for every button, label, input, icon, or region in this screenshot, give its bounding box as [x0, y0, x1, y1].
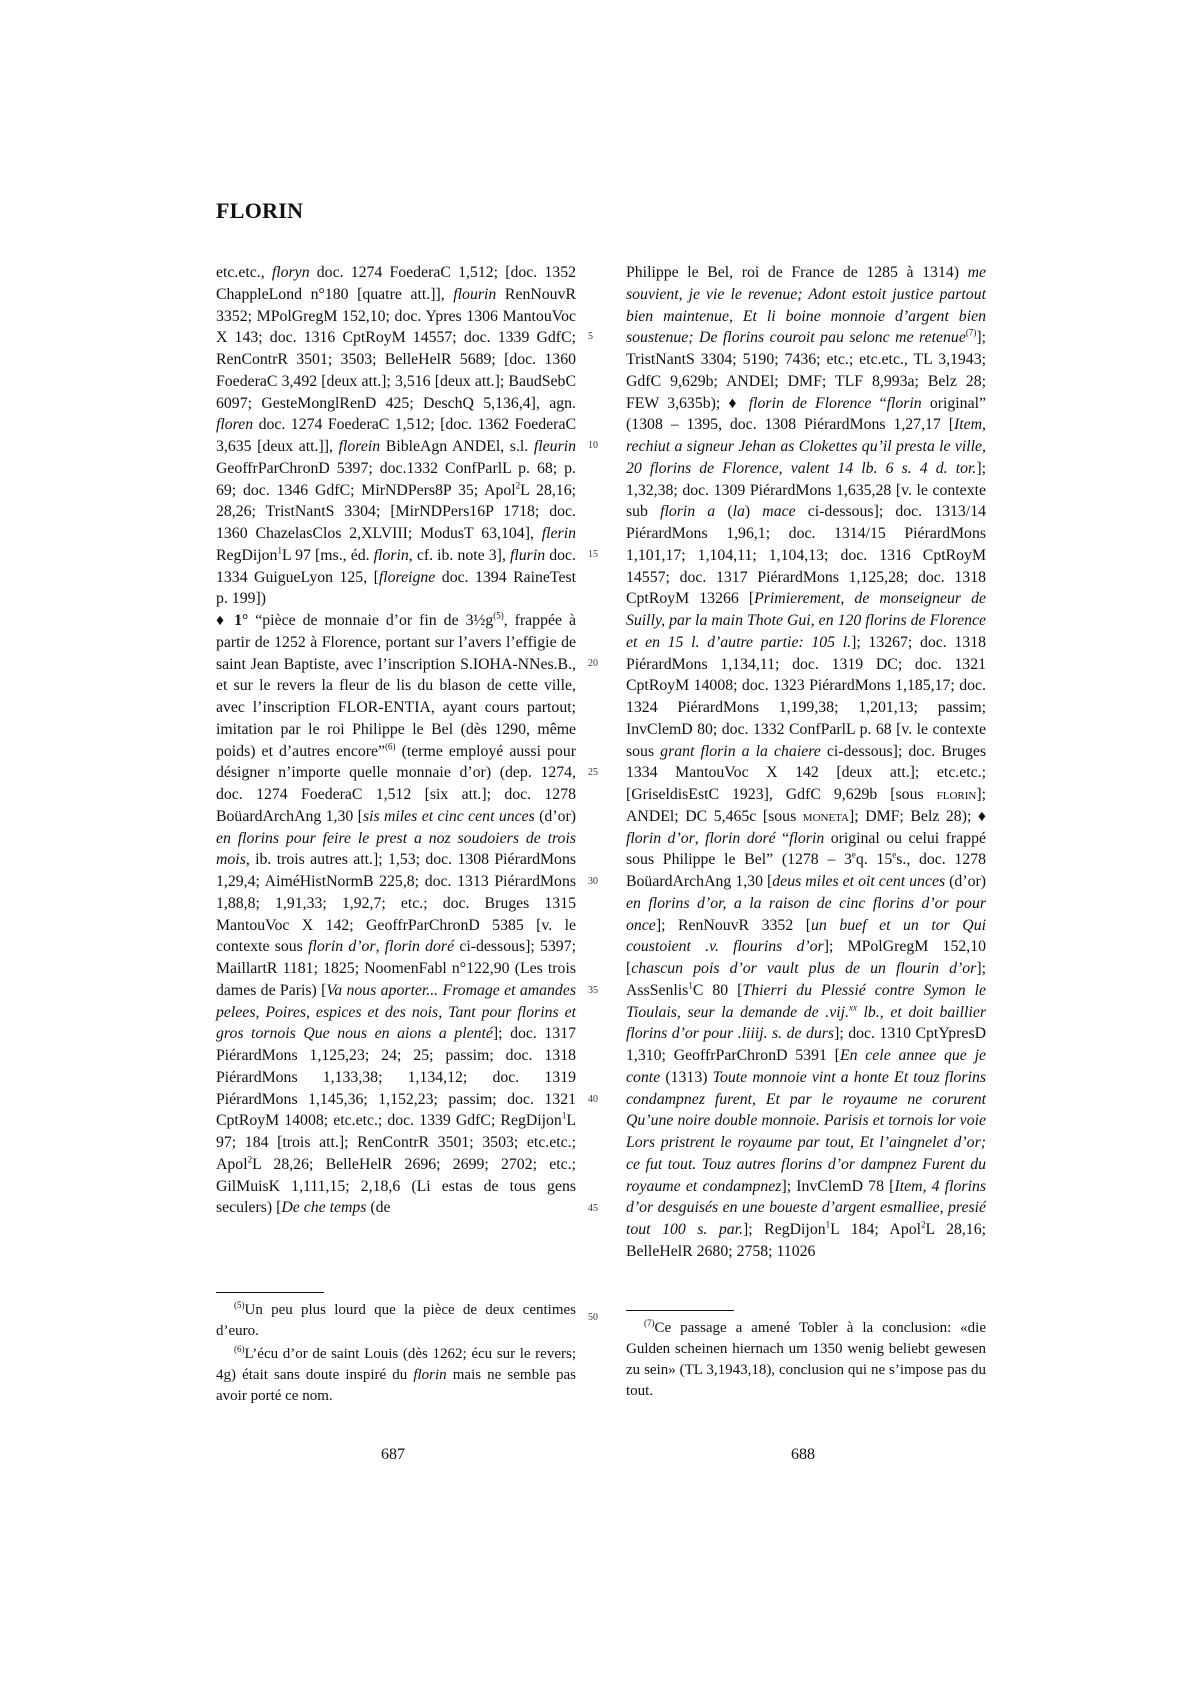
line-number: 10 — [588, 440, 598, 451]
right-column-text — [626, 262, 986, 1263]
footnote-text: L’écu d’or de saint Louis (dès 1262; écu sur le revers; 4g) était sans doute inspiré du — [216, 1346, 576, 1383]
line-number: 5 — [588, 331, 593, 342]
entry-header: FLORIN — [216, 198, 304, 223]
line-number: 35 — [588, 985, 598, 996]
line-number: 15 — [588, 549, 598, 560]
right-footnotes — [626, 1318, 986, 1404]
line-number: 25 — [588, 767, 598, 778]
footnote-separator — [626, 1310, 734, 1311]
footnote-6 — [216, 1344, 576, 1407]
line-number: 20 — [588, 658, 598, 669]
line-number: 40 — [588, 1094, 598, 1105]
sense-1-definition: ♦ 1° “pièce de monnaie d’or fin de $3\frac{1}{2}g^{(5)}$, frappée à partir de 1252 à Florence, portant sur l’avers l’effigie de saint Jean Baptiste, avec l’inscription S.IOHA-NNes.B., et sur le revers la fleur de lis du blason de cette ville, avec l’inscription FLOR-ENTIA, ayant cours partout; imitation par le roi Philippe le Bel (dès 1290, même poids) et d’autres encore”$^{(6)}$ (terme employé aussi pour désigner n’importe quelle monnaie d’or) (dep. 1274, doc. 1274 FoederaC 1,512 [six att.]; doc. 1278 BoüardArchAng 1,30 [sis miles et cinc cent unces (d’or) en florins pour feire le prest a noz soudoiers de trois mois, ib. trois autres att.]; 1,53; doc. 1308 PiérardMons 1,29,4; AiméHistNormB 225,8; doc. 1313 PiérardMons 1,88,8; 1,91,33; 1,92,7; etc.; doc. Bruges 1315 MantouVoc X 142; GeoffrParChronD 5385 [v. le contexte sous florin d’or, florin doré ci-dessous]; 5397; MaillartR 1181; 1825; NoomenFabl n°122,90 (Les trois dames de Paris) [Va nous aporter... Fromage et amandes pelees, Poires, espices et des nois, Tant pour florins et gros tornois Que nous en aions a plenté]; doc. 1317 PiérardMons 1,125,23; 24; 25; passim; doc. 1318 PiérardMons 1,133,38; 1,134,12; doc. 1319 PiérardMons 1,145,36; 1,152,23; passim; doc. 1321 CptRoyM 14008; etc.etc.; doc. 1339 GdfC; RegDijon$^1$L 97; 184 [trois att.]; RenContrR 3501; 3503; etc.etc.; Apol$^2$L 28,26; BelleHelR 2696; 2699; 2702; etc.; GilMuisK 1,111,15; 2,18,6 (Li estas de tous gens seculers) [De che temps (de — [216, 610, 577, 1217]
footnote-text: Un peu plus lourd que la pièce de deux centimes d’euro. — [216, 1302, 576, 1339]
footnote-marker: (7) — [644, 1318, 655, 1328]
etymology-continuation: etc.etc., floryn doc. 1274 FoederaC 1,512; [doc. 1352 ChappleLond n°180 [quatre att.]], flourin RenNouvR 3352; MPolGregM 152,10; doc. Ypres 1306 MantouVoc X 143; doc. 1316 CptRoyM 14557; doc. 1339 GdfC; RenContrR 3501; 3503; BelleHelR 5689; [doc. 1360 FoederaC 3,492 [deux att.]; 3,516 [deux att.]; BaudSebC 6097; GesteMonglRenD 425; DeschQ 5,136,4], agn. floren doc. 1274 FoederaC 1,512; [doc. 1362 FoederaC 3,635 [deux att.]], florein BibleAgn ANDEl, s.l. fleurin GeoffrParChronD 5397; doc.1332 ConfParlL p. 68; p. 69; doc. 1346 GdfC; MirNDPers8P 35; Apol$^2$L 28,16; 28,26; TristNantS 3304; [MirNDPers16P 1718; doc. 1360 ChazelasClos 2,XLVIII; ModusT 63,104], flerin RegDijon$^1$L 97 [ms., éd. florin, cf. ib. note 3], flurin doc. 1334 GuigueLyon 125, [floreigne doc. 1394 RaineTest p. 199]) — [216, 264, 577, 608]
footnote-text: Ce passage a amené Tobler à la conclusion: «die Gulden scheinen hiernach um 1350 wenig beliebt gewesen zu sein» (TL 3,1943,18), conclusion qui ne s’impose pas du tout. — [626, 1320, 986, 1399]
footnote-separator — [216, 1292, 324, 1293]
footnote-5 — [216, 1300, 576, 1342]
footnote-marker: (5) — [234, 1300, 245, 1310]
left-footnotes — [216, 1300, 576, 1409]
line-number: 50 — [588, 1312, 598, 1323]
line-number: 30 — [588, 876, 598, 887]
footnote-marker: (6) — [234, 1344, 245, 1354]
sense-1-continuation: Philippe le Bel, roi de France de 1285 à 1314) me souvient, je vie le revenue; Adont estoit justice partout bien maintenue, Et li boine monnoie d’argent bien soustenue; De florins couroit pau selonc me retenue$^{(7)}$]; TristNantS 3304; 5190; 7436; etc.; etc.etc., TL 3,1943; GdfC 9,629b; ANDEl; DMF; TLF 8,993a; Belz 28; FEW 3,635b); ♦ florin de Florence “florin original” (1308 – 1395, doc. 1308 PiérardMons 1,27,17 [Item, rechiut a signeur Jehan as Clokettes qu’il presta le ville, 20 florins de Florence, valent 14 lb. 6 s. 4 d. tor.]; 1,32,38; doc. 1309 PiérardMons 1,635,28 [v. le contexte sub florin a (la) mace ci-dessous]; doc. 1313/14 PiérardMons 1,96,1; doc. 1314/15 PiérardMons 1,101,17; 1,104,11; 1,104,13; doc. 1316 CptRoyM 14557; doc. 1317 PiérardMons 1,125,28; doc. 1318 CptRoyM 13266 [Primierement, de monseigneur de Suilly, par la main Thote Gui, en 120 florins de Florence et en 15 l. d’autre partie: 105 l.]; 13267; doc. 1318 PiérardMons 1,134,11; doc. 1319 DC; doc. 1321 CptRoyM 14008; doc. 1323 PiérardMons 1,185,17; doc. 1324 PiérardMons 1,199,38; 1,201,13; passim; InvClemD 80; doc. 1332 ConfParlL p. 68 [v. le contexte sous grant florin a la chaiere ci-dessous]; doc. Bruges 1334 MantouVoc X 142 [deux att.]; etc.etc.; [GriseldisEstC 1923], GdfC 9,629b [sous florin]; ANDEl; DC 5,465c [sous moneta]; DMF; Belz 28); ♦ florin d’or, florin doré “florin original ou celui frappé sous Philippe le Bel” (1278 – 3eq. 15es., doc. 1278 BoüardArchAng 1,30 [deus miles et oit cent unces (d’or) en florins d’or, a la raison de cinc florins d’or pour once]; RenNouvR 3352 [un buef et un tor Qui coustoient .v. flourins d’or]; MPolGregM 152,10 [chascun pois d’or vault plus de un flourin d’or]; AssSenlis$^1$C 80 [Thierri du Plessié contre Symon le Tioulais, seur la demande de .vij.$^{xx}$ lb., et doit baillier florins d’or pour .liiij. s. de durs]; doc. 1310 CptYpresD 1,310; GeoffrParChronD 5391 [En cele annee que je conte (1313) Toute monnoie vint a honte Et touz florins condampnez furent, Et par le royaume ne corurent Qu’une noire double monnoie. Parisis et tornois lor voie Lors pristrent le royaume par tout, Et l’aingnelet d’or; ce fut tout. Touz autres florins d’or dampnez Furent du royaume et condampnez]; InvClemD 78 [Item, 4 florins d’or desguisés en une boueste d’argent esmalliee, presié tout 100 s. par.]; RegDijon$^1$L 184; Apol$^2$L 28,16; BelleHelR 2680; 2758; 11026 — [626, 264, 987, 1260]
page-number-right: 688 — [791, 1446, 815, 1463]
left-column-text — [216, 262, 576, 1219]
line-number: 45 — [588, 1203, 598, 1214]
page-number-left: 687 — [381, 1446, 405, 1463]
footnote-text-italic: florin — [413, 1367, 447, 1383]
footnote-7 — [626, 1318, 986, 1402]
footnote-text: mais ne semble pas avoir porté ce nom. — [216, 1367, 576, 1404]
